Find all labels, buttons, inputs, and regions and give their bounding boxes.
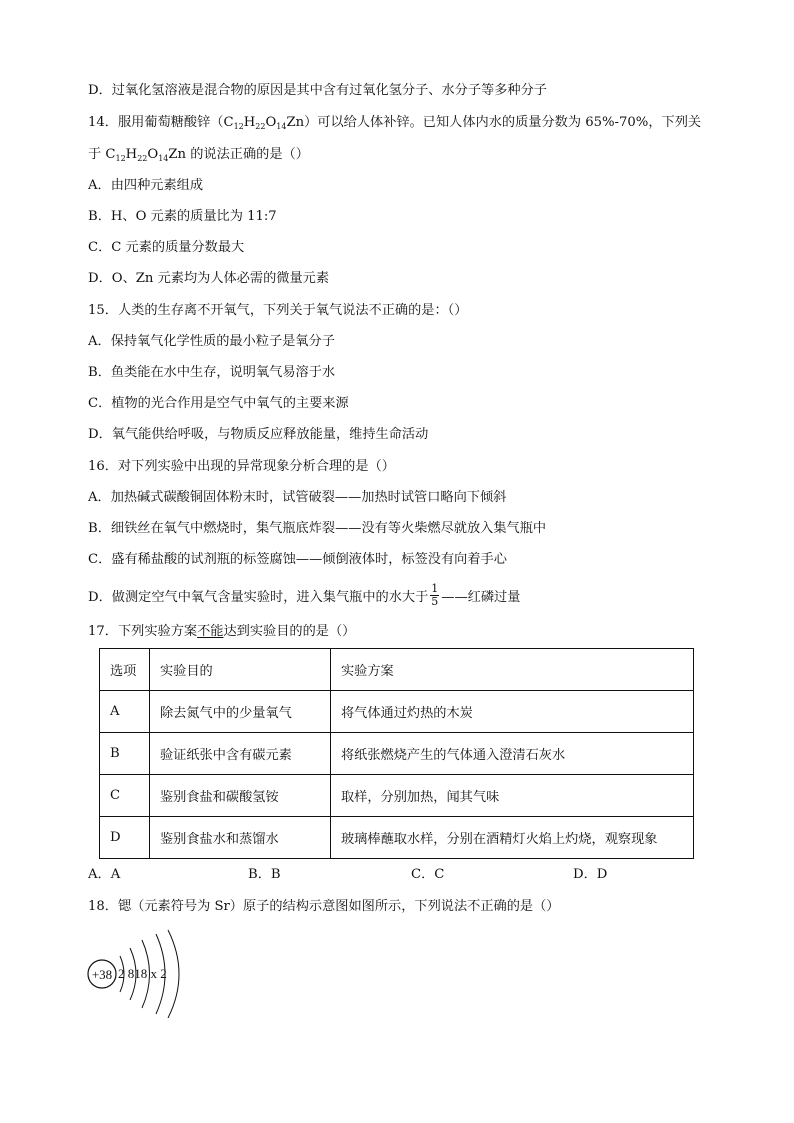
q17-answer-a: A．A xyxy=(88,867,121,882)
q14-sub-h: 22 xyxy=(255,122,266,131)
table-cell: B xyxy=(100,733,150,775)
q14-sub-c: 12 xyxy=(233,122,244,131)
table-cell: 将气体通过灼热的木炭 xyxy=(331,691,694,733)
q14-sub-h-2: 22 xyxy=(137,154,148,163)
q16-option-d-post: ——红磷过量 xyxy=(441,590,521,605)
q14-stem2-pre: 于 C xyxy=(88,147,116,162)
q14-option-a: A．由四种元素组成 xyxy=(88,178,204,193)
table-header-row xyxy=(100,649,694,691)
q14-option-c: C．C 元素的质量分数最大 xyxy=(88,240,245,255)
q14-h-2: H xyxy=(125,147,138,162)
q14-stem2-post: Zn 的说法正确的是（） xyxy=(168,147,309,162)
q17-answer-options xyxy=(88,866,648,884)
q14-sub-o: 14 xyxy=(276,122,287,131)
table-cell: D xyxy=(100,817,150,859)
q14-o-2: O xyxy=(147,147,159,162)
header-plan: 实验方案 xyxy=(331,649,694,691)
q15-option-c: C．植物的光合作用是空气中氧气的主要来源 xyxy=(88,396,349,411)
q14-stem-pre: 14．服用葡萄糖酸锌（C xyxy=(88,115,234,130)
q15-option-d: D．氧气能供给呼吸，与物质反应释放能量，维持生命活动 xyxy=(88,427,429,442)
fraction-one-fifth xyxy=(430,583,439,608)
q14-h: H xyxy=(243,115,256,130)
experiment-table xyxy=(99,648,694,859)
table-row xyxy=(100,817,694,859)
q14-option-b: B．H、O 元素的质量比为 11:7 xyxy=(88,209,277,224)
table-row xyxy=(100,775,694,817)
table-cell: 玻璃棒蘸取水样，分别在酒精灯火焰上灼烧，观察现象 xyxy=(331,817,694,859)
table-cell: C xyxy=(100,775,150,817)
table-cell: 鉴别食盐和碳酸氢铵 xyxy=(150,775,331,817)
table-cell: 鉴别食盐水和蒸馏水 xyxy=(150,817,331,859)
fraction-numerator: 1 xyxy=(431,582,439,595)
q17-stem-pre: 17．下列实验方案 xyxy=(88,624,198,639)
table-cell: A xyxy=(100,691,150,733)
q17-answer-d: D．D xyxy=(573,867,608,882)
q16-option-d xyxy=(88,582,521,610)
q15-option-b: B．鱼类能在水中生存，说明氧气易溶于水 xyxy=(88,365,336,380)
q17-answer-c: C．C xyxy=(411,867,445,882)
q14-sub-c-2: 12 xyxy=(115,154,126,163)
header-purpose: 实验目的 xyxy=(150,649,331,691)
q14-option-d: D．O、Zn 元素均为人体必需的微量元素 xyxy=(88,271,330,286)
strontium-atom-diagram xyxy=(82,928,192,1018)
q16-option-d-pre: D．做测定空气中氧气含量实验时，进入集气瓶中的水大于 xyxy=(88,590,429,605)
q14-stem-line1 xyxy=(88,114,701,132)
shell-electron-counts: 2 818 x 2 xyxy=(118,966,167,981)
q17-stem-post: 达到实验目的的是（） xyxy=(223,624,356,639)
q14-sub-o-2: 14 xyxy=(158,154,169,163)
header-option: 选项 xyxy=(100,649,150,691)
table-cell: 取样，分别加热，闻其气味 xyxy=(331,775,694,817)
q15-option-a: A．保持氧气化学性质的最小粒子是氧分子 xyxy=(88,334,335,349)
table-cell: 将纸张燃烧产生的气体通入澄清石灰水 xyxy=(331,733,694,775)
q16-stem: 16．对下列实验中出现的异常现象分析合理的是（） xyxy=(88,459,395,474)
table-cell: 除去氮气中的少量氧气 xyxy=(150,691,331,733)
table-row xyxy=(100,733,694,775)
table-cell: 验证纸张中含有碳元素 xyxy=(150,733,331,775)
fraction-denominator: 5 xyxy=(431,595,439,608)
q16-option-b: B．细铁丝在氧气中燃烧时，集气瓶底炸裂——没有等火柴燃尽就放入集气瓶中 xyxy=(88,521,547,536)
shell-arc-5 xyxy=(168,930,179,1018)
nucleus-charge: +38 xyxy=(91,967,113,982)
q18-stem: 18．锶（元素符号为 Sr）原子的结构示意图如图所示，下列说法不正确的是（） xyxy=(88,899,560,914)
q17-stem xyxy=(88,623,355,641)
q14-stem-line2 xyxy=(88,146,309,164)
q15-stem: 15．人类的生存离不开氧气，下列关于氧气说法不正确的是：（） xyxy=(88,303,468,318)
q16-option-c: C．盛有稀盐酸的试剂瓶的标签腐蚀——倾倒液体时，标签没有向着手心 xyxy=(88,552,507,567)
q16-option-a: A．加热碱式碳酸铜固体粉末时，试管破裂——加热时试管口略向下倾斜 xyxy=(88,490,507,505)
q17-stem-underline: 不能 xyxy=(197,624,224,639)
q13-option-d: D．过氧化氢溶液是混合物的原因是其中含有过氧化氢分子、水分子等多种分子 xyxy=(88,83,547,98)
table-row xyxy=(100,691,694,733)
q14-stem-post: Zn）可以给人体补锌。已知人体内水的质量分数为 65%-70%，下列关 xyxy=(286,115,702,130)
q17-answer-b: B．B xyxy=(248,867,281,882)
q14-o: O xyxy=(265,115,277,130)
